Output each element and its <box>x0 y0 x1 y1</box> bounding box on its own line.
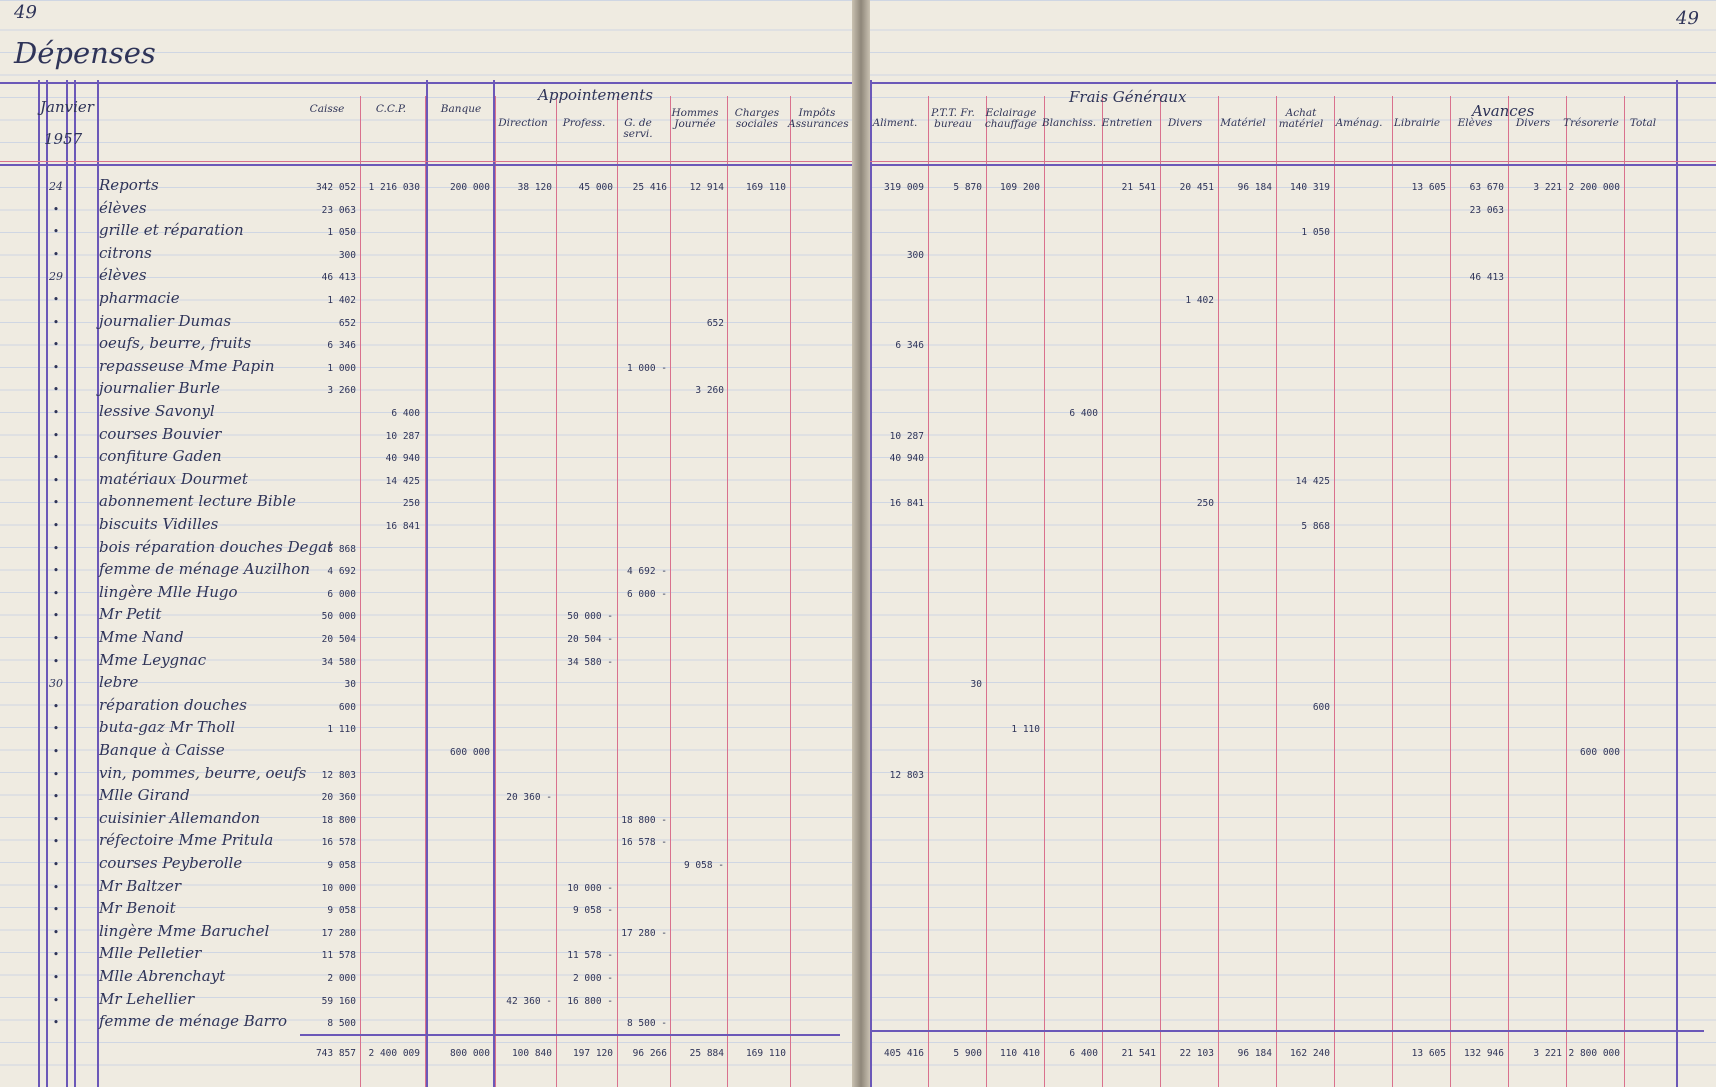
row-amount-profess: 2 000 - <box>572 973 613 984</box>
row-amount-hommes-journee: 12 914 <box>689 182 724 193</box>
row-amount-caisse: 59 160 <box>321 995 356 1007</box>
row-amount-ccp: 40 940 <box>385 453 420 465</box>
row-description: Mr Petit <box>99 605 162 624</box>
row-amount-eleves: 63 670 <box>1469 182 1504 193</box>
ruling-line-vertical <box>556 96 557 1087</box>
row-amount-achat-materiel: 14 425 <box>1295 475 1330 487</box>
row-description: élèves <box>99 198 147 217</box>
row-amount-caisse: 600 <box>338 701 356 713</box>
year-label: 1957 <box>44 130 83 148</box>
row-amount-caisse: 300 <box>338 249 356 261</box>
column-header-amenag: Aménag. <box>1335 117 1383 129</box>
column-header-caisse: Caisse <box>309 103 345 115</box>
row-day: 29 <box>49 270 63 284</box>
ruling-line-vertical <box>1334 96 1335 1087</box>
row-amount-gens-service: 17 280 - <box>621 927 667 939</box>
row-day: • <box>52 790 60 804</box>
row-amount-caisse: 10 000 <box>321 882 356 894</box>
row-day: • <box>52 315 60 329</box>
total-charges-sociales: 169 110 <box>745 1048 786 1059</box>
row-day: • <box>52 609 60 623</box>
row-amount-gens-service: 1 000 - <box>626 362 667 374</box>
row-amount-materiel: 96 184 <box>1237 182 1272 193</box>
row-amount-profess: 9 058 - <box>572 905 613 917</box>
row-amount-caisse: 1 402 <box>327 295 356 306</box>
row-amount-aliment: 10 287 <box>889 430 924 442</box>
row-amount-aliment: 6 346 <box>895 340 924 352</box>
row-amount-divers: 1 402 <box>1185 295 1214 306</box>
column-header-ccp: C.C.P. <box>375 103 407 115</box>
row-day: • <box>52 654 60 668</box>
group-header-appointements: Appointements <box>538 86 653 104</box>
total-ccp: 2 400 009 <box>368 1048 420 1059</box>
row-day: • <box>52 971 60 984</box>
row-amount-achat-materiel: 5 868 <box>1301 521 1330 532</box>
column-header-total: Total <box>1629 117 1657 129</box>
row-amount-tresorerie: 2 200 000 <box>1568 182 1620 193</box>
column-header-materiel: Matériel <box>1220 117 1266 129</box>
row-description: lebre <box>99 673 139 692</box>
row-amount-direction: 42 360 - <box>506 995 552 1007</box>
row-day: • <box>52 632 60 645</box>
column-header-tresorerie: Trésorerie <box>1563 117 1619 129</box>
ruling-line-vertical <box>1044 96 1045 1087</box>
total-profess: 197 120 <box>572 1048 613 1059</box>
row-amount-caisse: 30 <box>344 679 356 691</box>
row-description: Mr Baltzer <box>99 876 182 895</box>
total-achat-materiel: 162 240 <box>1289 1048 1330 1059</box>
ruling-line-horizontal <box>300 1034 840 1036</box>
row-day: • <box>52 247 60 261</box>
page-title: Dépenses <box>14 36 156 70</box>
row-description: Mlle Girand <box>99 786 190 805</box>
total-direction: 100 840 <box>511 1048 552 1059</box>
row-description: Mr Lehellier <box>99 989 195 1008</box>
row-amount-tresorerie: 600 000 <box>1579 747 1620 758</box>
row-day: • <box>52 925 60 939</box>
total-gens-service: 96 266 <box>632 1048 667 1059</box>
row-day: • <box>52 360 60 374</box>
row-day: • <box>52 451 60 465</box>
ruling-line-horizontal <box>0 164 858 166</box>
row-amount-profess: 45 000 <box>578 182 613 193</box>
ruling-line-vertical <box>74 80 76 1087</box>
ruling-line-vertical <box>495 96 496 1087</box>
row-description: Banque à Caisse <box>99 741 225 759</box>
row-amount-caisse: 3 260 <box>327 385 356 397</box>
row-amount-profess: 11 578 - <box>567 950 613 962</box>
row-amount-ptt: 5 870 <box>953 182 982 193</box>
row-amount-ccp: 10 287 <box>385 430 420 442</box>
row-amount-aliment: 16 841 <box>889 498 924 510</box>
column-header-gens-service: G. de servi. <box>623 117 653 140</box>
row-amount-caisse: 6 000 <box>327 588 356 600</box>
row-day: • <box>52 496 60 510</box>
column-header-divers-avances: Divers <box>1515 117 1551 129</box>
row-day: • <box>52 293 60 306</box>
row-amount-gens-service: 8 500 - <box>626 1018 667 1030</box>
row-amount-banque: 600 000 <box>449 747 490 758</box>
row-amount-caisse: 342 052 <box>315 182 356 193</box>
row-amount-gens-service: 18 800 - <box>621 814 667 826</box>
row-description: pharmacie <box>99 289 180 307</box>
ruling-line-horizontal <box>864 82 1716 84</box>
row-description: Mr Benoit <box>99 899 176 918</box>
right-page <box>864 0 1716 1087</box>
row-description: élèves <box>99 266 147 285</box>
row-description: repasseuse Mme Papin <box>99 356 275 375</box>
total-librairie: 13 605 <box>1411 1048 1446 1059</box>
row-amount-caisse: 652 <box>338 317 356 329</box>
ruling-line-vertical <box>670 96 671 1087</box>
row-amount-blanchissage: 6 400 <box>1069 408 1098 419</box>
total-ptt: 5 900 <box>953 1048 982 1059</box>
row-description: oeufs, beurre, fruits <box>99 334 252 353</box>
column-header-librairie: Librairie <box>1393 117 1441 129</box>
row-description: courses Bouvier <box>99 424 222 443</box>
row-day: • <box>52 858 60 871</box>
row-description: Mlle Pelletier <box>99 944 202 963</box>
row-amount-caisse: 5 868 <box>327 543 356 555</box>
row-amount-gens-service: 16 578 - <box>621 837 667 849</box>
column-header-eleves: Elèves <box>1457 117 1493 129</box>
column-header-aliment: Aliment. <box>872 117 918 129</box>
column-header-eclairage: Eclairage chauffage <box>984 107 1038 130</box>
row-amount-gens-service: 6 000 - <box>626 588 667 600</box>
row-description: journalier Dumas <box>99 311 232 330</box>
row-amount-divers-avances: 3 221 <box>1533 182 1562 193</box>
row-description: courses Peyberolle <box>99 854 243 872</box>
row-amount-caisse: 8 500 <box>327 1018 356 1030</box>
ruling-line-vertical <box>1624 96 1625 1087</box>
row-amount-caisse: 50 000 <box>321 611 356 623</box>
row-description: journalier Burle <box>99 379 221 398</box>
row-day: • <box>52 338 60 352</box>
total-tresorerie: 2 800 000 <box>1568 1048 1620 1059</box>
row-amount-profess: 16 800 - <box>567 995 613 1007</box>
row-amount-caisse: 34 580 <box>321 656 356 668</box>
row-amount-direction: 38 120 <box>517 182 552 193</box>
row-description: lessive Savonyl <box>99 402 215 420</box>
ruling-line-vertical <box>1102 96 1103 1087</box>
row-amount-direction: 20 360 - <box>506 792 552 804</box>
row-amount-ptt: 30 <box>970 679 982 691</box>
row-amount-ccp: 1 216 030 <box>368 182 420 193</box>
total-aliment: 405 416 <box>883 1048 924 1059</box>
row-description: matériaux Dourmet <box>99 469 248 488</box>
row-day: • <box>52 699 60 713</box>
column-header-impots: Impôts Assurances <box>788 107 849 130</box>
total-hommes-journee: 25 884 <box>689 1048 724 1059</box>
ruling-line-vertical <box>870 80 872 1087</box>
row-amount-caisse: 11 578 <box>321 950 356 962</box>
group-header-avances: Avances <box>1472 102 1535 120</box>
row-amount-ccp: 14 425 <box>385 475 420 487</box>
ruling-line-vertical <box>1508 96 1509 1087</box>
row-day: • <box>52 835 60 849</box>
row-amount-librairie: 13 605 <box>1411 182 1446 193</box>
ruling-line-vertical <box>1276 96 1277 1087</box>
ruling-line-vertical <box>1392 96 1393 1087</box>
total-divers-avances: 3 221 <box>1533 1048 1562 1059</box>
row-description: Mme Nand <box>99 628 184 646</box>
total-banque: 800 000 <box>449 1048 490 1059</box>
row-description: Mlle Abrenchayt <box>99 967 226 985</box>
column-header-hommes-journee: Hommes Journée <box>671 107 719 130</box>
row-description: réparation douches <box>99 695 247 714</box>
row-day: • <box>52 225 60 239</box>
column-header-divers: Divers <box>1167 117 1203 129</box>
row-amount-hommes-journee: 9 058 - <box>683 860 724 871</box>
row-description: confiture Gaden <box>99 447 222 466</box>
row-day: • <box>52 880 60 894</box>
column-header-ptt: P.T.T. Fr. bureau <box>931 107 975 130</box>
row-day: • <box>52 519 60 532</box>
row-day: • <box>52 948 60 962</box>
book-gutter <box>852 0 870 1087</box>
column-header-achat-materiel: Achat matériel <box>1278 107 1324 130</box>
row-amount-banque: 200 000 <box>449 182 490 193</box>
row-amount-caisse: 9 058 <box>327 905 356 917</box>
column-header-entretien: Entretien <box>1101 117 1153 129</box>
ruling-line-vertical <box>1450 96 1451 1087</box>
row-amount-hommes-journee: 652 <box>706 317 724 329</box>
row-amount-divers: 250 <box>1196 498 1214 510</box>
total-materiel: 96 184 <box>1237 1048 1272 1059</box>
row-day: • <box>52 473 60 487</box>
row-amount-caisse: 6 346 <box>327 340 356 352</box>
row-description: lingère Mme Baruchel <box>99 921 270 940</box>
ruling-line-vertical <box>727 96 728 1087</box>
total-caisse: 743 857 <box>315 1048 356 1059</box>
row-description: femme de ménage Auzilhon <box>99 560 311 579</box>
row-day: • <box>52 812 60 826</box>
row-description: citrons <box>99 243 152 262</box>
row-amount-divers: 20 451 <box>1179 182 1214 193</box>
ruling-line-horizontal <box>870 1030 1704 1032</box>
row-description: femme de ménage Barro <box>99 1012 288 1031</box>
row-day: • <box>52 903 60 917</box>
total-entretien: 21 541 <box>1121 1048 1156 1059</box>
row-day: • <box>52 406 60 419</box>
ruling-line-vertical <box>790 96 791 1087</box>
month-label: Janvier <box>40 98 94 116</box>
row-description: vin, pommes, beurre, oeufs <box>99 763 307 782</box>
ruling-line-horizontal <box>0 161 858 162</box>
total-eclairage: 110 410 <box>999 1048 1040 1059</box>
row-day: • <box>52 564 60 578</box>
ruling-line-horizontal <box>0 82 858 84</box>
row-amount-caisse: 9 058 <box>327 860 356 871</box>
ruling-line-vertical <box>986 96 987 1087</box>
row-amount-caisse: 1 050 <box>327 227 356 239</box>
row-amount-aliment: 40 940 <box>889 453 924 465</box>
row-day: • <box>52 202 60 216</box>
row-amount-profess: 34 580 - <box>567 656 613 668</box>
row-amount-aliment: 319 009 <box>883 182 924 193</box>
row-description: buta-gaz Mr Tholl <box>99 718 236 737</box>
row-description: cuisinier Allemandon <box>99 808 261 827</box>
row-amount-caisse: 16 578 <box>321 837 356 849</box>
ruling-line-vertical <box>360 96 361 1087</box>
row-amount-hommes-journee: 3 260 <box>695 385 724 397</box>
row-amount-achat-materiel: 1 050 <box>1301 227 1330 239</box>
row-amount-eleves: 23 063 <box>1469 204 1504 216</box>
row-amount-caisse: 17 280 <box>321 927 356 939</box>
ruling-line-vertical <box>928 96 929 1087</box>
page-number-right: 49 <box>1676 8 1699 29</box>
row-description: réfectoire Mme Pritula <box>99 831 274 850</box>
row-description: grille et réparation <box>99 221 244 240</box>
row-day: 24 <box>49 180 63 193</box>
row-description: Reports <box>99 176 159 194</box>
total-eleves: 132 946 <box>1463 1048 1504 1059</box>
row-amount-charges-sociales: 169 110 <box>745 182 786 193</box>
row-amount-eclairage: 109 200 <box>999 182 1040 193</box>
page-number-left: 49 <box>14 2 37 23</box>
column-header-direction: Direction <box>498 117 548 129</box>
row-day: • <box>52 993 60 1007</box>
ruling-line-vertical <box>1160 96 1161 1087</box>
row-amount-caisse: 4 692 <box>327 566 356 578</box>
row-amount-profess: 10 000 - <box>567 882 613 894</box>
row-amount-aliment: 12 803 <box>889 769 924 781</box>
row-amount-gens-service: 25 416 <box>632 182 667 193</box>
ruling-line-vertical <box>38 80 40 1087</box>
group-header-frais-generaux: Frais Généraux <box>1069 88 1187 106</box>
column-header-charges-sociales: Charges sociales <box>734 107 780 130</box>
row-amount-caisse: 46 413 <box>321 272 356 284</box>
row-amount-caisse: 18 800 <box>321 814 356 826</box>
row-amount-caisse: 20 504 <box>321 634 356 645</box>
row-amount-caisse: 12 803 <box>321 769 356 781</box>
row-day: • <box>52 745 60 758</box>
ruling-line-horizontal <box>864 161 1716 162</box>
row-day: 30 <box>49 677 63 691</box>
row-description: biscuits Vidilles <box>99 515 219 533</box>
total-blanchissage: 6 400 <box>1069 1048 1098 1059</box>
row-amount-ccp: 16 841 <box>385 521 420 532</box>
row-day: • <box>52 541 60 555</box>
row-day: • <box>52 383 60 397</box>
ruling-line-vertical <box>66 80 68 1087</box>
row-amount-achat-materiel: 140 319 <box>1289 182 1330 193</box>
column-header-blanchissage: Blanchiss. <box>1041 117 1097 129</box>
ruling-line-vertical <box>493 80 495 1087</box>
row-description: bois réparation douches Degat <box>99 537 334 556</box>
total-divers: 22 103 <box>1179 1048 1214 1059</box>
row-amount-eclairage: 1 110 <box>1011 724 1040 736</box>
row-amount-caisse: 1 000 <box>327 362 356 374</box>
row-amount-ccp: 6 400 <box>391 408 420 419</box>
row-amount-profess: 50 000 - <box>567 611 613 623</box>
ruling-line-vertical <box>426 80 428 1087</box>
row-day: • <box>52 1016 60 1030</box>
ruling-line-vertical <box>1676 80 1678 1087</box>
row-amount-caisse: 23 063 <box>321 204 356 216</box>
row-amount-achat-materiel: 600 <box>1312 701 1330 713</box>
row-description: lingère Mlle Hugo <box>99 582 238 601</box>
row-amount-caisse: 1 110 <box>327 724 356 736</box>
ruling-line-vertical <box>1566 96 1567 1087</box>
row-description: abonnement lecture Bible <box>99 492 297 511</box>
ruling-line-vertical <box>1218 96 1219 1087</box>
row-amount-profess: 20 504 - <box>567 634 613 645</box>
row-day: • <box>52 586 60 600</box>
row-amount-eleves: 46 413 <box>1469 272 1504 284</box>
row-amount-aliment: 300 <box>906 249 924 261</box>
row-amount-gens-service: 4 692 - <box>626 566 667 578</box>
column-header-profess: Profess. <box>562 117 606 129</box>
row-amount-entretien: 21 541 <box>1121 182 1156 193</box>
column-header-banque: Banque <box>440 103 482 115</box>
row-day: • <box>52 428 60 442</box>
row-day: • <box>52 722 60 736</box>
row-description: Mme Leygnac <box>99 650 207 669</box>
row-amount-caisse: 20 360 <box>321 792 356 804</box>
row-day: • <box>52 767 60 781</box>
row-amount-ccp: 250 <box>402 498 420 510</box>
row-amount-caisse: 2 000 <box>327 973 356 984</box>
ruling-line-horizontal <box>864 164 1716 166</box>
